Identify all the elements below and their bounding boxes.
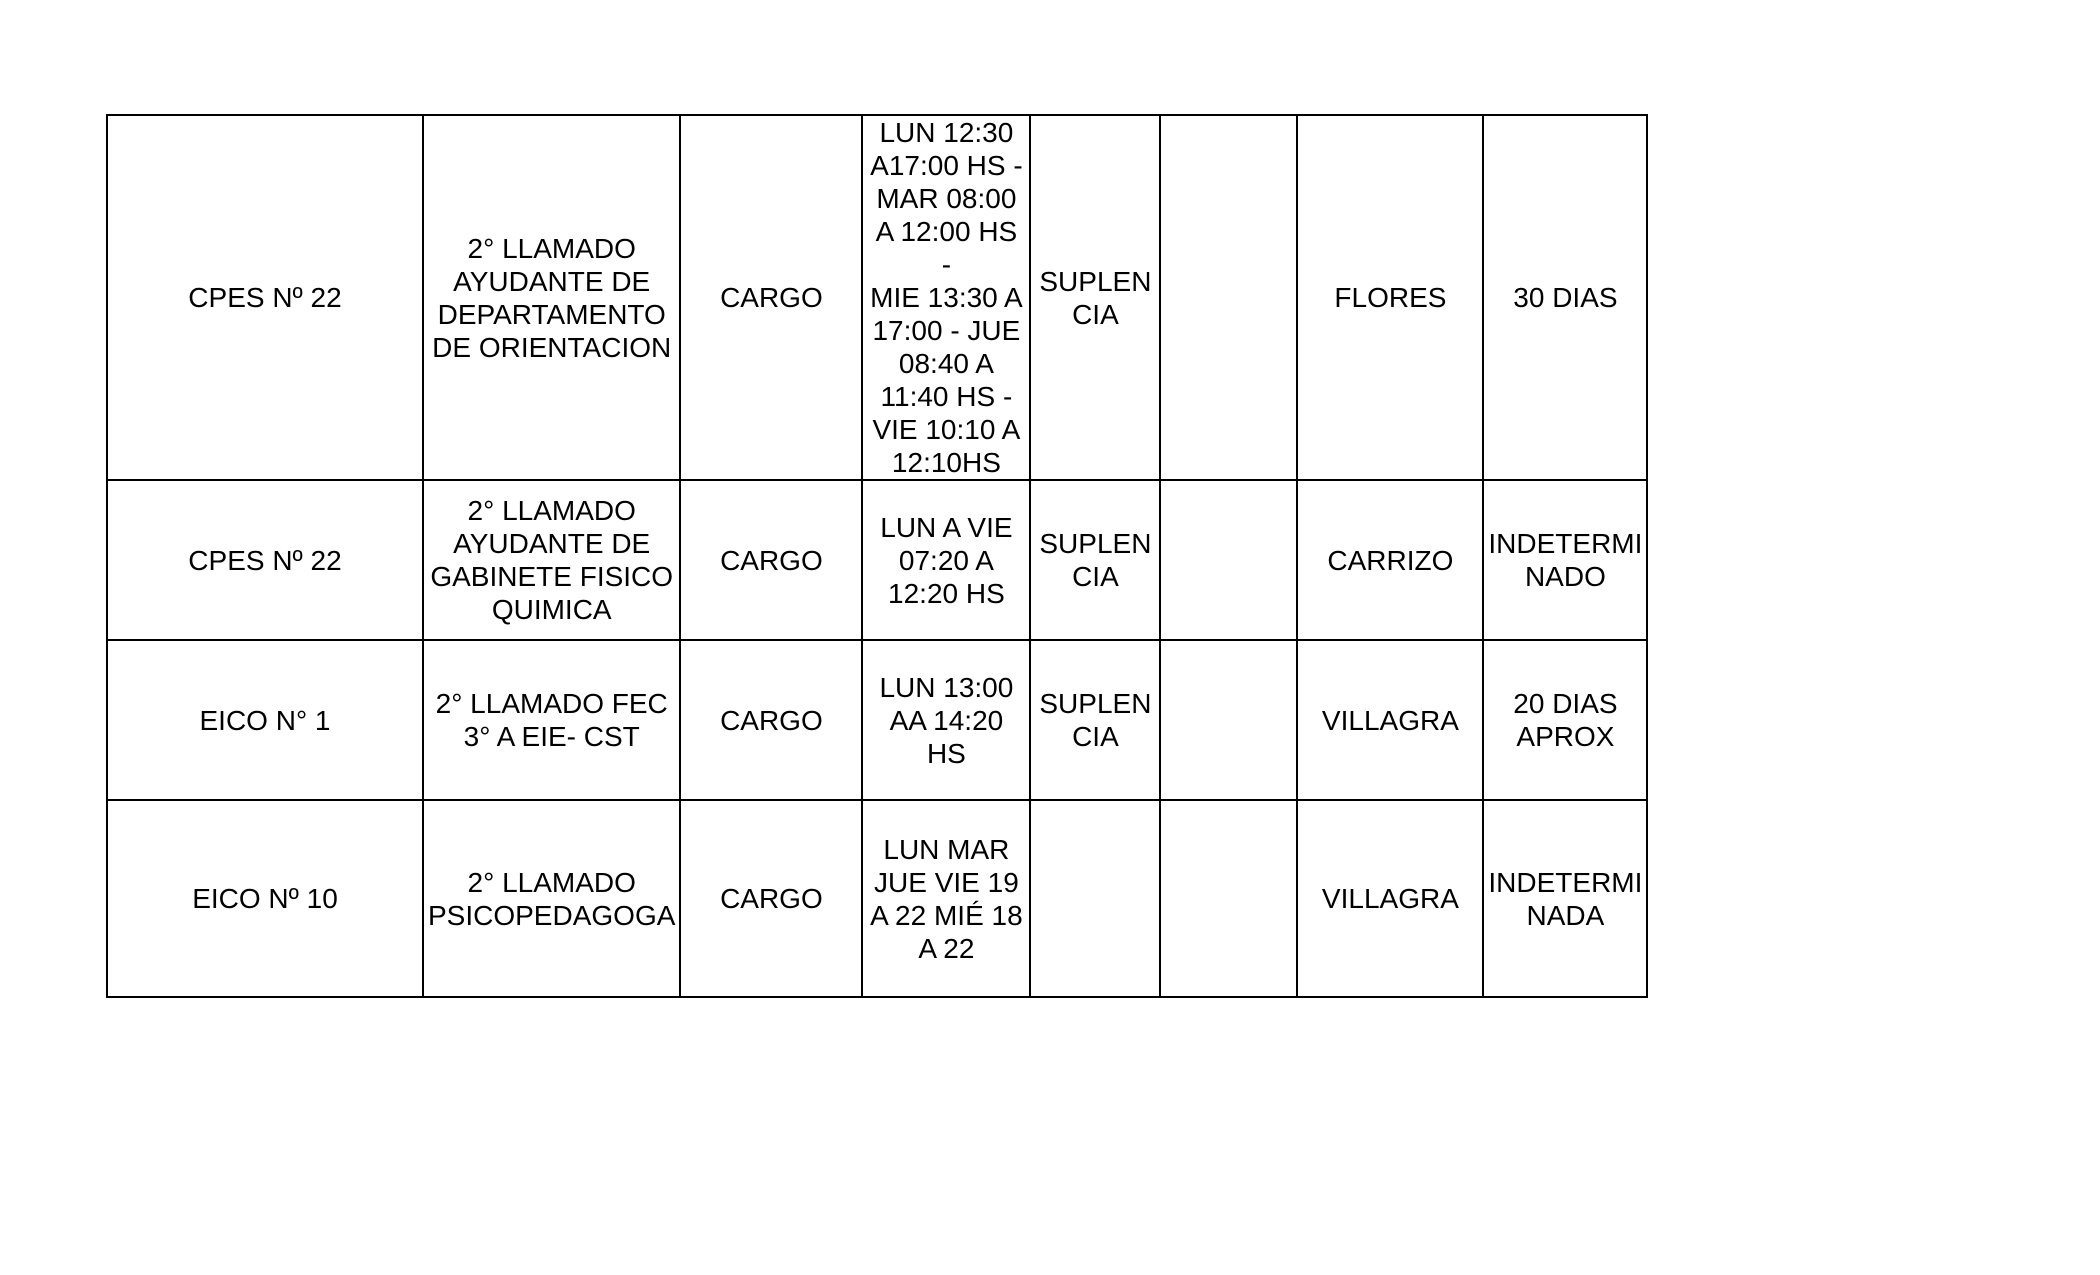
call-cell xyxy=(423,640,680,800)
kind-text: CARGO xyxy=(720,282,823,313)
kind-cell xyxy=(680,640,862,800)
institution-cell xyxy=(107,480,423,640)
status-text: SUPLEN CIA xyxy=(1039,688,1152,752)
kind-cell xyxy=(680,480,862,640)
schedule-cell xyxy=(862,480,1030,640)
name-text: FLORES xyxy=(1334,282,1447,313)
kind-text: CARGO xyxy=(720,544,823,576)
name-text: VILLAGRA xyxy=(1321,883,1459,914)
name-cell xyxy=(1297,800,1483,997)
name-cell xyxy=(1297,115,1483,480)
schedule-text: LUN MAR JUE VIE 19 A 22 MIÉ 18 A 22 xyxy=(870,833,1023,964)
call-cell xyxy=(423,480,680,640)
duration-cell xyxy=(1483,800,1647,997)
institution-text: CPES Nº 22 xyxy=(188,282,342,313)
status-cell xyxy=(1030,640,1160,800)
schedule-text: LUN 13:00 AA 14:20 HS xyxy=(879,671,1014,769)
table-row xyxy=(107,480,1647,640)
table-row xyxy=(107,800,1647,997)
call-text: 2° LLAMADO AYUDANTE DE DEPARTAMENTO DE ORIENTACION xyxy=(432,232,672,363)
table-row xyxy=(107,115,1647,480)
schedule-cell xyxy=(862,800,1030,997)
call-text: 2° LLAMADO FEC 3° A EIE- CST xyxy=(435,688,668,752)
status-text: SUPLEN CIA xyxy=(1039,528,1152,592)
status-cell xyxy=(1030,115,1160,480)
name-cell xyxy=(1297,640,1483,800)
kind-cell xyxy=(680,115,862,480)
institution-cell xyxy=(107,800,423,997)
kind-text: CARGO xyxy=(720,704,823,736)
institution-text: EICO N° 1 xyxy=(199,704,331,736)
name-text: CARRIZO xyxy=(1327,544,1454,576)
duration-cell xyxy=(1483,480,1647,640)
call-text: 2° LLAMADO PSICOPEDAGOGA xyxy=(428,866,676,931)
institution-text: CPES Nº 22 xyxy=(188,544,342,576)
call-text: 2° LLAMADO AYUDANTE DE GABINETE FISICO QUIMICA xyxy=(430,495,674,625)
schedule-text: LUN A VIE 07:20 A 12:20 HS xyxy=(880,511,1013,609)
duration-text: 30 DIAS xyxy=(1513,282,1618,313)
schedule-text: LUN 12:30 A17:00 HS - MAR 08:00 A 12:00 HS - MIE 13:30 A 17:00 - JUE 08:40 A 11:40 HS - VIE 10:10 A 12:10HS xyxy=(870,117,1023,478)
name-text: VILLAGRA xyxy=(1321,704,1459,736)
call-cell xyxy=(423,115,680,480)
duration-cell xyxy=(1483,115,1647,480)
institution-cell xyxy=(107,640,423,800)
vacancies-table xyxy=(106,114,1648,998)
schedule-cell xyxy=(862,640,1030,800)
schedule-cell xyxy=(862,115,1030,480)
call-cell xyxy=(423,800,680,997)
table-row xyxy=(107,640,1647,800)
duration-text: INDETERMI NADO xyxy=(1488,528,1643,592)
empty-cell xyxy=(1160,115,1297,480)
institution-text: EICO Nº 10 xyxy=(192,883,338,914)
institution-cell xyxy=(107,115,423,480)
status-cell xyxy=(1030,800,1160,997)
duration-text: 20 DIAS APROX xyxy=(1513,688,1618,752)
duration-text: INDETERMI NADA xyxy=(1488,866,1643,931)
empty-cell xyxy=(1160,640,1297,800)
name-cell xyxy=(1297,480,1483,640)
duration-cell xyxy=(1483,640,1647,800)
kind-text: CARGO xyxy=(720,883,823,914)
empty-cell xyxy=(1160,480,1297,640)
status-cell xyxy=(1030,480,1160,640)
status-text: SUPLEN CIA xyxy=(1039,265,1152,330)
kind-cell xyxy=(680,800,862,997)
empty-cell xyxy=(1160,800,1297,997)
